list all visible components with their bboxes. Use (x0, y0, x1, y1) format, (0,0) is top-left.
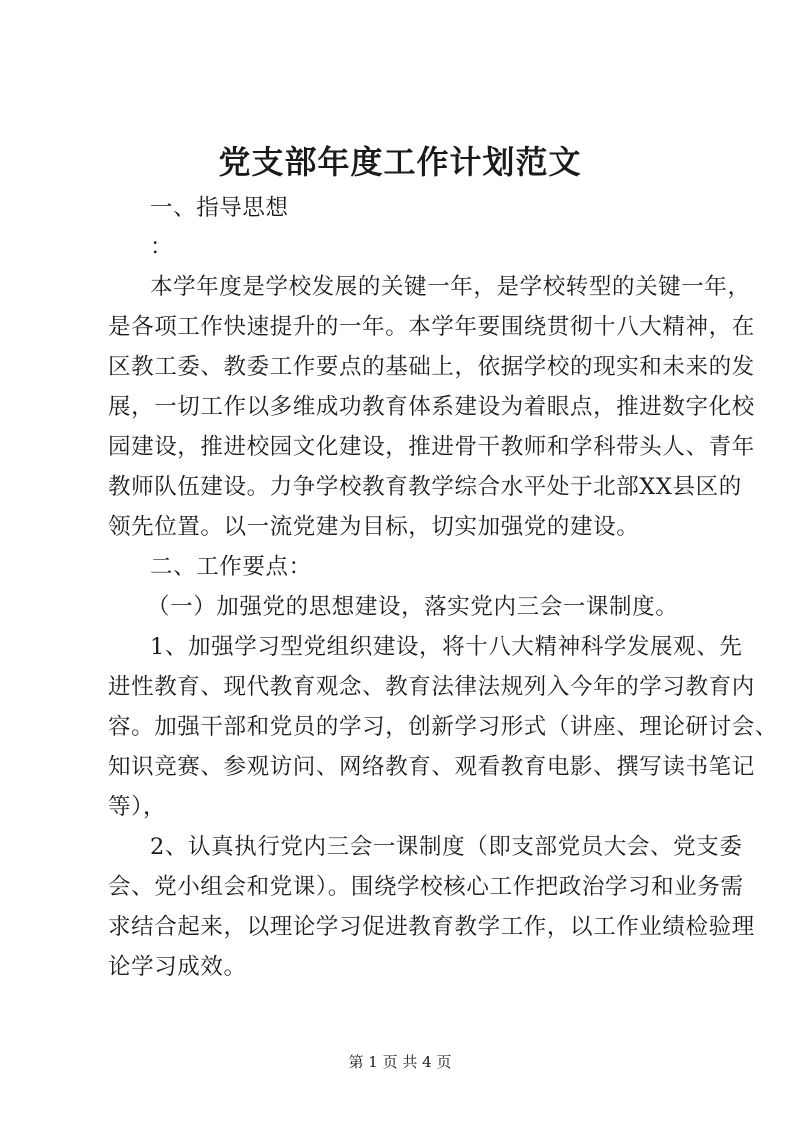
page-number-footer: 第 1 页 共 4 页 (348, 1053, 452, 1071)
paragraph-line: 知识竞赛、参观访问、网络教育、观看教育电影、撰写读书笔记 (108, 754, 755, 780)
paragraph-line: 1、加强学习型党组织建设，将十八大精神科学发展观、先 (150, 634, 743, 660)
paragraph-line: 领先位置。以一流党建为目标，切实加强党的建设。 (108, 514, 640, 540)
paragraph-line: 2、认真执行党内三会一课制度（即支部党员大会、党支委 (150, 834, 743, 860)
paragraph-line: 论学习成效。 (108, 954, 247, 980)
paragraph-line: 会、党小组会和党课）。围绕学校核心工作把政治学习和业务需 (108, 874, 744, 900)
paragraph-line: 园建设，推进校园文化建设，推进骨干教师和学科带头人、青年 (108, 434, 755, 460)
paragraph-line: 求结合起来，以理论学习促进教育教学工作，以工作业绩检验理 (108, 914, 755, 940)
paragraph-line: 区教工委、教委工作要点的基础上，依据学校的现实和未来的发 (108, 354, 755, 380)
paragraph-line: 教师队伍建设。力争学校教育教学综合水平处于北部XX县区的 (108, 474, 742, 500)
section-heading-guiding-thought: 一、指导思想 (150, 195, 289, 221)
colon-line: ： (150, 234, 174, 260)
paragraph-line: 是各项工作快速提升的一年。本学年要围绕贯彻十八大精神，在 (108, 314, 755, 340)
paragraph-line: 展，一切工作以多维成功教育体系建设为着眼点，推进数字化校 (108, 394, 755, 420)
paragraph-line: 等）， (108, 794, 167, 820)
document-title: 党支部年度工作计划范文 (218, 143, 582, 181)
section-heading-work-points: 二、工作要点： (150, 554, 312, 580)
paragraph-line: 本学年度是学校发展的关键一年，是学校转型的关键一年， (150, 274, 751, 300)
paragraph-line: 容。加强干部和党员的学习，创新学习形式（讲座、理论研讨会、 (108, 714, 778, 740)
paragraph-line: 进性教育、现代教育观念、教育法律法规列入今年的学习教育内 (108, 674, 755, 700)
subsection-heading: （一）加强党的思想建设，落实党内三会一课制度。 (147, 594, 679, 620)
